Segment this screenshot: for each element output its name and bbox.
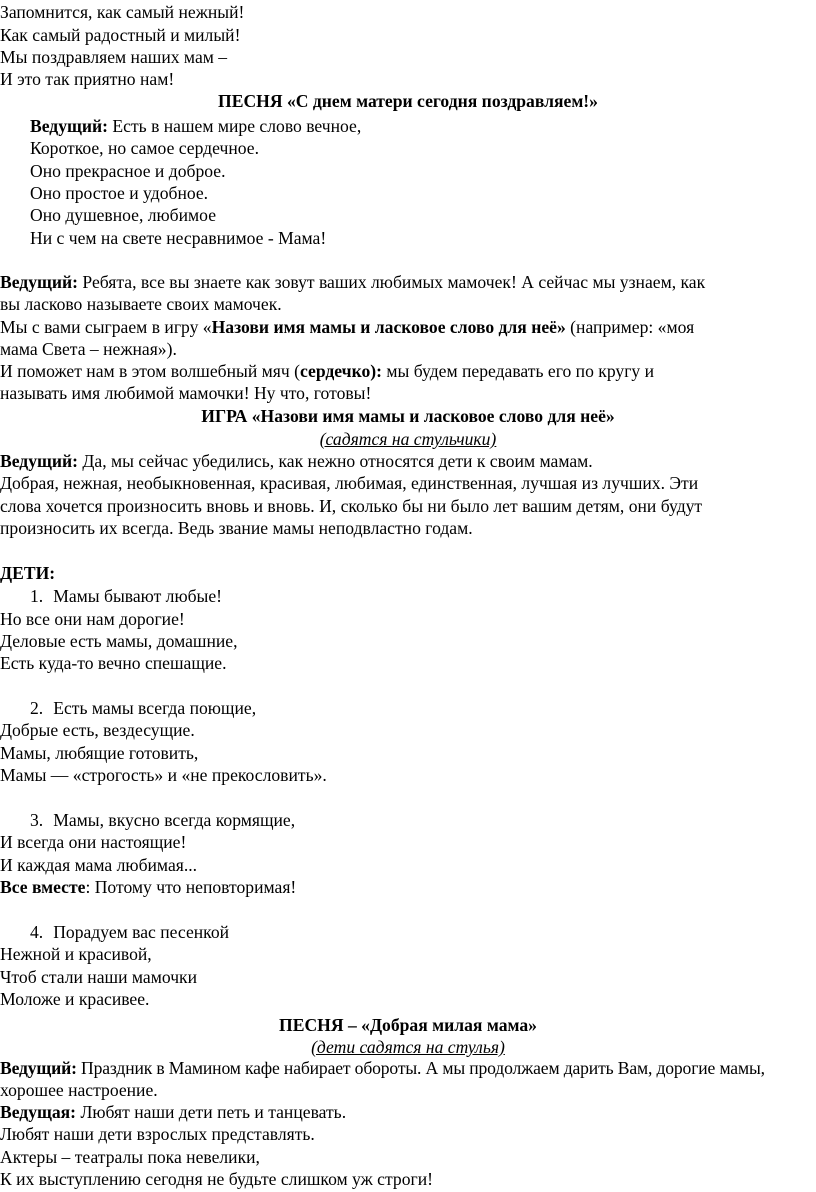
- list-item: 2. Есть мамы всегда поющие,: [30, 698, 257, 718]
- text-line: Добрая, нежная, необыкновенная, красивая, любимая, единственная, лучшая из лучших. Эти: [0, 473, 699, 493]
- list-item: 4. Порадуем вас песенкой: [30, 922, 230, 942]
- text-line: вы ласково называете своих мамочек.: [0, 294, 282, 314]
- text-line: Нежной и красивой,: [0, 944, 152, 964]
- text-line: Есть куда-то вечно спешащие.: [0, 653, 227, 673]
- text-line: Мы с вами сыграем в игру «Назови имя мамы и ласковое слово для неё» (например: «моя: [0, 317, 695, 337]
- text-line: Любят наши дети взрослых представлять.: [0, 1124, 315, 1144]
- song-heading: ПЕСНЯ – «Добрая милая мама»: [279, 1015, 537, 1035]
- text-line: хорошее настроение.: [0, 1080, 158, 1100]
- text-line: К их выступлению сегодня не будьте слишком уж строги!: [0, 1169, 433, 1189]
- speaker-label: Ведущий:: [30, 116, 108, 136]
- text-line: слова хочется произносить вновь и вновь. И, сколько бы ни было лет вашим детям, они будут: [0, 496, 703, 516]
- text-line: Моложе и красивее.: [0, 989, 150, 1009]
- text-line: Короткое, но самое сердечное.: [30, 138, 259, 158]
- speaker-label: Ведущий:: [0, 1058, 77, 1078]
- text-line: И всегда они настоящие!: [0, 832, 187, 852]
- text-line: И это так приятно нам!: [0, 69, 175, 89]
- text-line: Мы поздравляем наших мам –: [0, 47, 228, 67]
- list-item: 3. Мамы, вкусно всегда кормящие,: [30, 810, 296, 830]
- text-line: Оно простое и удобное.: [30, 183, 209, 203]
- text-line: Ведущий: Да, мы сейчас убедились, как нежно относятся дети к своим мамам.: [0, 451, 593, 471]
- text-line: И поможет нам в этом волшебный мяч (сердечко): мы будем передавать его по кругу и: [0, 361, 655, 381]
- section-heading: ДЕТИ:: [0, 563, 56, 583]
- stage-direction: (дети садятся на стулья): [311, 1037, 505, 1057]
- stage-direction: (садятся на стульчики): [319, 429, 497, 449]
- text-line: Мамы — «строгость» и «не прекословить».: [0, 765, 327, 785]
- text-line: мама Света – нежная»).: [0, 339, 177, 359]
- speaker-label: Ведущий:: [0, 451, 78, 471]
- game-heading: ИГРА «Назови имя мамы и ласковое слово для неё»: [201, 406, 615, 426]
- song-heading: ПЕСНЯ «С днем матери сегодня поздравляем!»: [218, 91, 598, 111]
- text-line: Ведущий: Праздник в Мамином кафе набирает обороты. А мы продолжаем дарить Вам, дорогие мамы,: [0, 1058, 765, 1078]
- text-line: произносить их всегда. Ведь звание мамы неподвластно годам.: [0, 518, 473, 538]
- text-line: Мамы, любящие готовить,: [0, 743, 199, 763]
- text-line: Актеры – театралы пока невелики,: [0, 1147, 260, 1167]
- text-line: Запомнится, как самый нежный!: [0, 2, 245, 22]
- text-line: Но все они нам дорогие!: [0, 609, 185, 629]
- text-line: И каждая мама любимая...: [0, 855, 198, 875]
- text-line: называть имя любимой мамочки! Ну что, готовы!: [0, 383, 372, 403]
- text-line: Оно душевное, любимое: [30, 205, 217, 225]
- text-line: Ведущий: Есть в нашем мире слово вечное,: [30, 116, 362, 136]
- text-line: Ни с чем на свете несравнимое - Мама!: [30, 228, 327, 248]
- speaker-label: Ведущая:: [0, 1102, 77, 1122]
- text-line: Деловые есть мамы, домашние,: [0, 631, 238, 651]
- text-line: Чтоб стали наши мамочки: [0, 967, 198, 987]
- speaker-label: Ведущий:: [0, 272, 78, 292]
- text-line: Как самый радостный и милый!: [0, 25, 241, 45]
- text-line: Все вместе: Потому что неповторимая!: [0, 877, 297, 897]
- text-line: Добрые есть, вездесущие.: [0, 720, 195, 740]
- speaker-label: Все вместе: [0, 877, 86, 897]
- list-item: 1. Мамы бывают любые!: [30, 586, 223, 606]
- text-line: Оно прекрасное и доброе.: [30, 161, 226, 181]
- text-line: Ведущий: Ребята, все вы знаете как зовут ваших любимых мамочек! А сейчас мы узнаем, как: [0, 272, 706, 292]
- text-line: Ведущая: Любят наши дети петь и танцевать.: [0, 1102, 347, 1122]
